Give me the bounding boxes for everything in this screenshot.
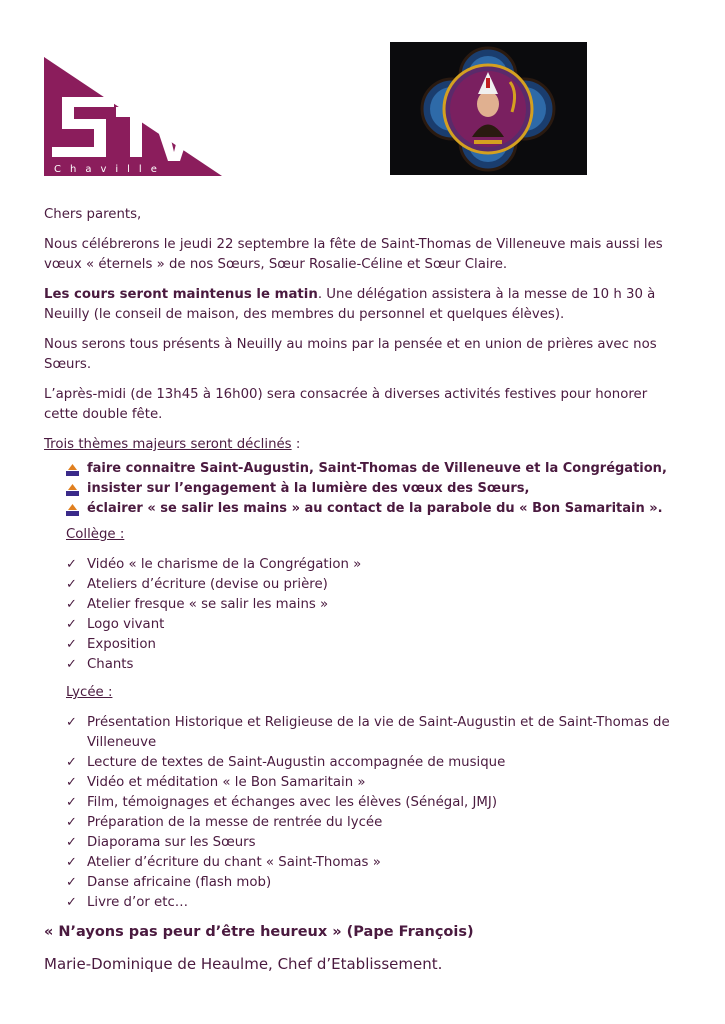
lycee-item-text: Livre d’or etc…: [87, 895, 189, 910]
list-item: [44, 873, 684, 893]
logo-subtitle: Chaville: [54, 164, 166, 175]
lycee-item-text: Vidéo et méditation « le Bon Samaritain »: [87, 775, 366, 790]
college-item-text: Chants: [87, 657, 134, 672]
college-title: Collège :: [66, 527, 125, 542]
check-icon: ✓: [66, 755, 77, 770]
signature: Marie-Dominique de Heaulme, Chef d’Etablissement.: [44, 955, 443, 973]
courses-bold: Les cours seront maintenus le matin: [44, 287, 318, 302]
college-item-text: Exposition: [87, 637, 156, 652]
list-item: [44, 793, 684, 813]
lycee-item-text: Diaporama sur les Sœurs: [87, 835, 256, 850]
list-item: [44, 893, 684, 913]
themes-title-colon: :: [291, 437, 301, 452]
paragraph-afternoon: L’après-midi (de 13h45 à 16h00) sera consacrée à diverses activités festives pour honorer cette double fête.: [44, 387, 648, 422]
list-item: [44, 499, 684, 519]
lycee-item-text: Présentation Historique et Religieuse de la vie de Saint-Augustin et de Saint-Thomas de Villeneuve: [87, 715, 670, 750]
list-item: [44, 479, 684, 499]
theme-text: faire connaitre Saint-Augustin, Saint-Thomas de Villeneuve et la Congrégation,: [87, 461, 667, 476]
paragraph-union: Nous serons tous présents à Neuilly au moins par la pensée et en union de prières avec nos Sœurs.: [44, 337, 657, 372]
arrow-bullet-icon: [66, 483, 79, 495]
lycee-item-text: Préparation de la messe de rentrée du lycée: [87, 815, 383, 830]
paragraph-celebration: Nous célébrerons le jeudi 22 septembre la fête de Saint-Thomas de Villeneuve mais aussi les vœux « éternels » de nos Sœurs, Sœur Rosalie-Céline et Sœur Claire.: [44, 237, 663, 272]
list-item: [44, 713, 684, 753]
check-icon: ✓: [66, 577, 77, 592]
check-icon: ✓: [66, 835, 77, 850]
theme-text: insister sur l’engagement à la lumière des vœux des Sœurs,: [87, 481, 530, 496]
check-icon: ✓: [66, 617, 77, 632]
lycee-title: Lycée :: [66, 685, 113, 700]
list-item: [44, 753, 684, 773]
lycee-item-text: Danse africaine (flash mob): [87, 875, 272, 890]
check-icon: ✓: [66, 875, 77, 890]
stained-glass-image: [390, 42, 587, 175]
check-icon: ✓: [66, 895, 77, 910]
check-icon: ✓: [66, 637, 77, 652]
check-icon: ✓: [66, 657, 77, 672]
check-icon: ✓: [66, 795, 77, 810]
college-item-text: Logo vivant: [87, 617, 165, 632]
list-item: [44, 459, 684, 479]
list-item: [44, 853, 684, 873]
check-icon: ✓: [66, 597, 77, 612]
lycee-list: [44, 713, 684, 913]
check-icon: ✓: [66, 715, 77, 730]
letter-body: [44, 205, 684, 975]
list-item: [44, 575, 684, 595]
theme-text: éclairer « se salir les mains » au contact de la parabole du « Bon Samaritain ».: [87, 501, 663, 516]
college-list: [44, 555, 684, 675]
check-icon: ✓: [66, 855, 77, 870]
college-item-text: Atelier fresque « se salir les mains »: [87, 597, 329, 612]
list-item: [44, 655, 684, 675]
list-item: [44, 833, 684, 853]
check-icon: ✓: [66, 775, 77, 790]
themes-list: [44, 459, 684, 519]
list-item: [44, 813, 684, 833]
arrow-bullet-icon: [66, 463, 79, 475]
list-item: [44, 773, 684, 793]
themes-title: [44, 435, 684, 455]
list-item: [44, 595, 684, 615]
check-icon: ✓: [66, 815, 77, 830]
list-item: [44, 615, 684, 635]
lycee-item-text: Film, témoignages et échanges avec les élèves (Sénégal, JMJ): [87, 795, 498, 810]
lycee-item-text: Lecture de textes de Saint-Augustin accompagnée de musique: [87, 755, 506, 770]
paragraph-courses: [44, 285, 684, 325]
college-item-text: Ateliers d’écriture (devise ou prière): [87, 577, 328, 592]
greeting: Chers parents,: [44, 207, 142, 222]
arrow-bullet-icon: [66, 503, 79, 515]
lycee-item-text: Atelier d’écriture du chant « Saint-Thomas »: [87, 855, 381, 870]
list-item: [44, 555, 684, 575]
school-logo: [44, 57, 222, 176]
themes-title-text: Trois thèmes majeurs seront déclinés: [44, 437, 292, 452]
check-icon: ✓: [66, 557, 77, 572]
pope-quote: « N’ayons pas peur d’être heureux » (Pape François): [44, 924, 474, 940]
college-item-text: Vidéo « le charisme de la Congrégation »: [87, 557, 362, 572]
list-item: [44, 635, 684, 655]
courses-rest: . Une délégation assistera à la messe de 10 h 30 à Neuilly (le conseil de maison, des membres du personnel et quelques élèves).: [44, 287, 656, 322]
